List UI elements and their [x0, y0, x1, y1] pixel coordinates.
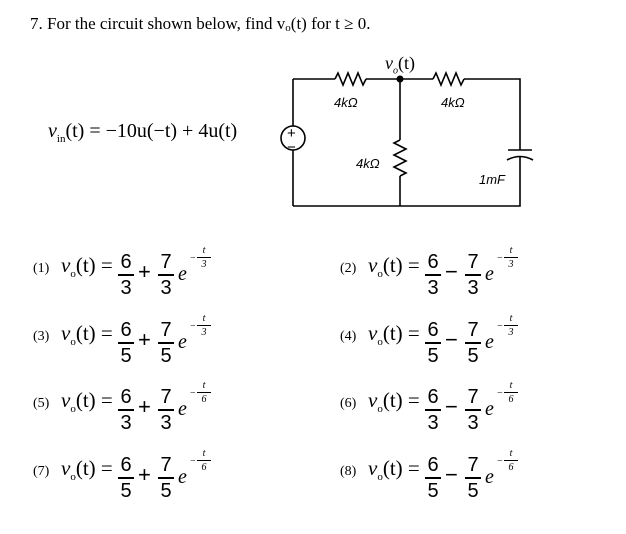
exponent-fraction: − t 6	[197, 380, 211, 405]
option-label: (7)	[33, 464, 50, 479]
resistor-middle-label: 4kΩ	[356, 156, 380, 171]
exponential-base: e	[485, 263, 494, 285]
coefficient-fraction-2: 7 5	[158, 319, 174, 367]
option-lhs: $v_o(t)$ =	[368, 456, 420, 484]
exponent-fraction: − t 3	[197, 245, 211, 270]
source-minus-icon: −	[287, 139, 296, 156]
coefficient-fraction-2: 7 3	[465, 251, 481, 299]
option-lhs: $v_o(t)$ =	[61, 321, 113, 349]
coefficient-fraction-2: 7 3	[158, 386, 174, 434]
option-label: (3)	[33, 329, 50, 344]
option-lhs: $v_o(t)$ =	[368, 253, 420, 281]
question-text-after: (t) for t ≥ 0.	[290, 14, 371, 33]
coefficient-fraction-1: 6 5	[118, 454, 134, 502]
wire-top-right	[464, 79, 520, 150]
option-label: (5)	[33, 396, 50, 411]
option-label: (2)	[340, 261, 357, 276]
question-number: 7.	[30, 14, 43, 33]
source-plus-icon: +	[287, 125, 296, 142]
coefficient-fraction-2: 7 5	[158, 454, 174, 502]
question-text-before: For the circuit shown below, find v	[47, 14, 286, 33]
option-lhs: $v_o(t)$ =	[61, 253, 113, 281]
option-lhs: $v_o(t)$ =	[368, 321, 420, 349]
option-sign: +	[138, 259, 151, 284]
output-voltage-label: $v_o(t)$	[385, 53, 415, 77]
option-label: (1)	[33, 261, 50, 276]
option-sign: −	[445, 259, 458, 284]
coefficient-fraction-1: 6 3	[118, 386, 134, 434]
exponential-base: e	[178, 398, 187, 420]
resistor-right-symbol	[433, 73, 464, 85]
coefficient-fraction-1: 6 5	[425, 319, 441, 367]
exponential-base: e	[485, 398, 494, 420]
option-label: (8)	[340, 464, 357, 479]
resistor-middle-symbol	[394, 140, 406, 176]
exponent-fraction: − t 6	[504, 448, 518, 473]
capacitor-label: 1mF	[479, 172, 505, 187]
coefficient-fraction-1: 6 3	[425, 386, 441, 434]
option-sign: −	[445, 394, 458, 419]
resistor-right-label: 4kΩ	[441, 95, 465, 110]
coefficient-fraction-1: 6 5	[118, 319, 134, 367]
source-voltage-label: $v_{in}(t) = -10u(-t) + 4u(t)$	[48, 120, 238, 145]
coefficient-fraction-2: 7 5	[465, 454, 481, 502]
question-sub: o	[285, 22, 291, 34]
option-sign: +	[138, 394, 151, 419]
option-lhs: $v_o(t)$ =	[61, 456, 113, 484]
exponential-base: e	[178, 466, 187, 488]
coefficient-fraction-1: 6 5	[425, 454, 441, 502]
option-lhs: $v_o(t)$ =	[61, 388, 113, 416]
option-label: (6)	[340, 396, 357, 411]
option-lhs: $v_o(t)$ =	[368, 388, 420, 416]
resistor-left-label: 4kΩ	[334, 95, 358, 110]
exponent-fraction: − t 6	[197, 448, 211, 473]
option-sign: +	[138, 462, 151, 487]
option-label: (4)	[340, 329, 357, 344]
exponent-fraction: − t 3	[504, 313, 518, 338]
coefficient-fraction-1: 6 3	[118, 251, 134, 299]
coefficient-fraction-2: 7 3	[465, 386, 481, 434]
exponential-base: e	[178, 263, 187, 285]
exponent-fraction: − t 3	[197, 313, 211, 338]
coefficient-fraction-1: 6 3	[425, 251, 441, 299]
exponential-base: e	[485, 331, 494, 353]
exponent-fraction: − t 6	[504, 380, 518, 405]
coefficient-fraction-2: 7 3	[158, 251, 174, 299]
exponential-base: e	[178, 331, 187, 353]
option-sign: −	[445, 327, 458, 352]
option-sign: −	[445, 462, 458, 487]
exponential-base: e	[485, 466, 494, 488]
option-sign: +	[138, 327, 151, 352]
resistor-left-symbol	[335, 73, 366, 85]
coefficient-fraction-2: 7 5	[465, 319, 481, 367]
exponent-fraction: − t 3	[504, 245, 518, 270]
